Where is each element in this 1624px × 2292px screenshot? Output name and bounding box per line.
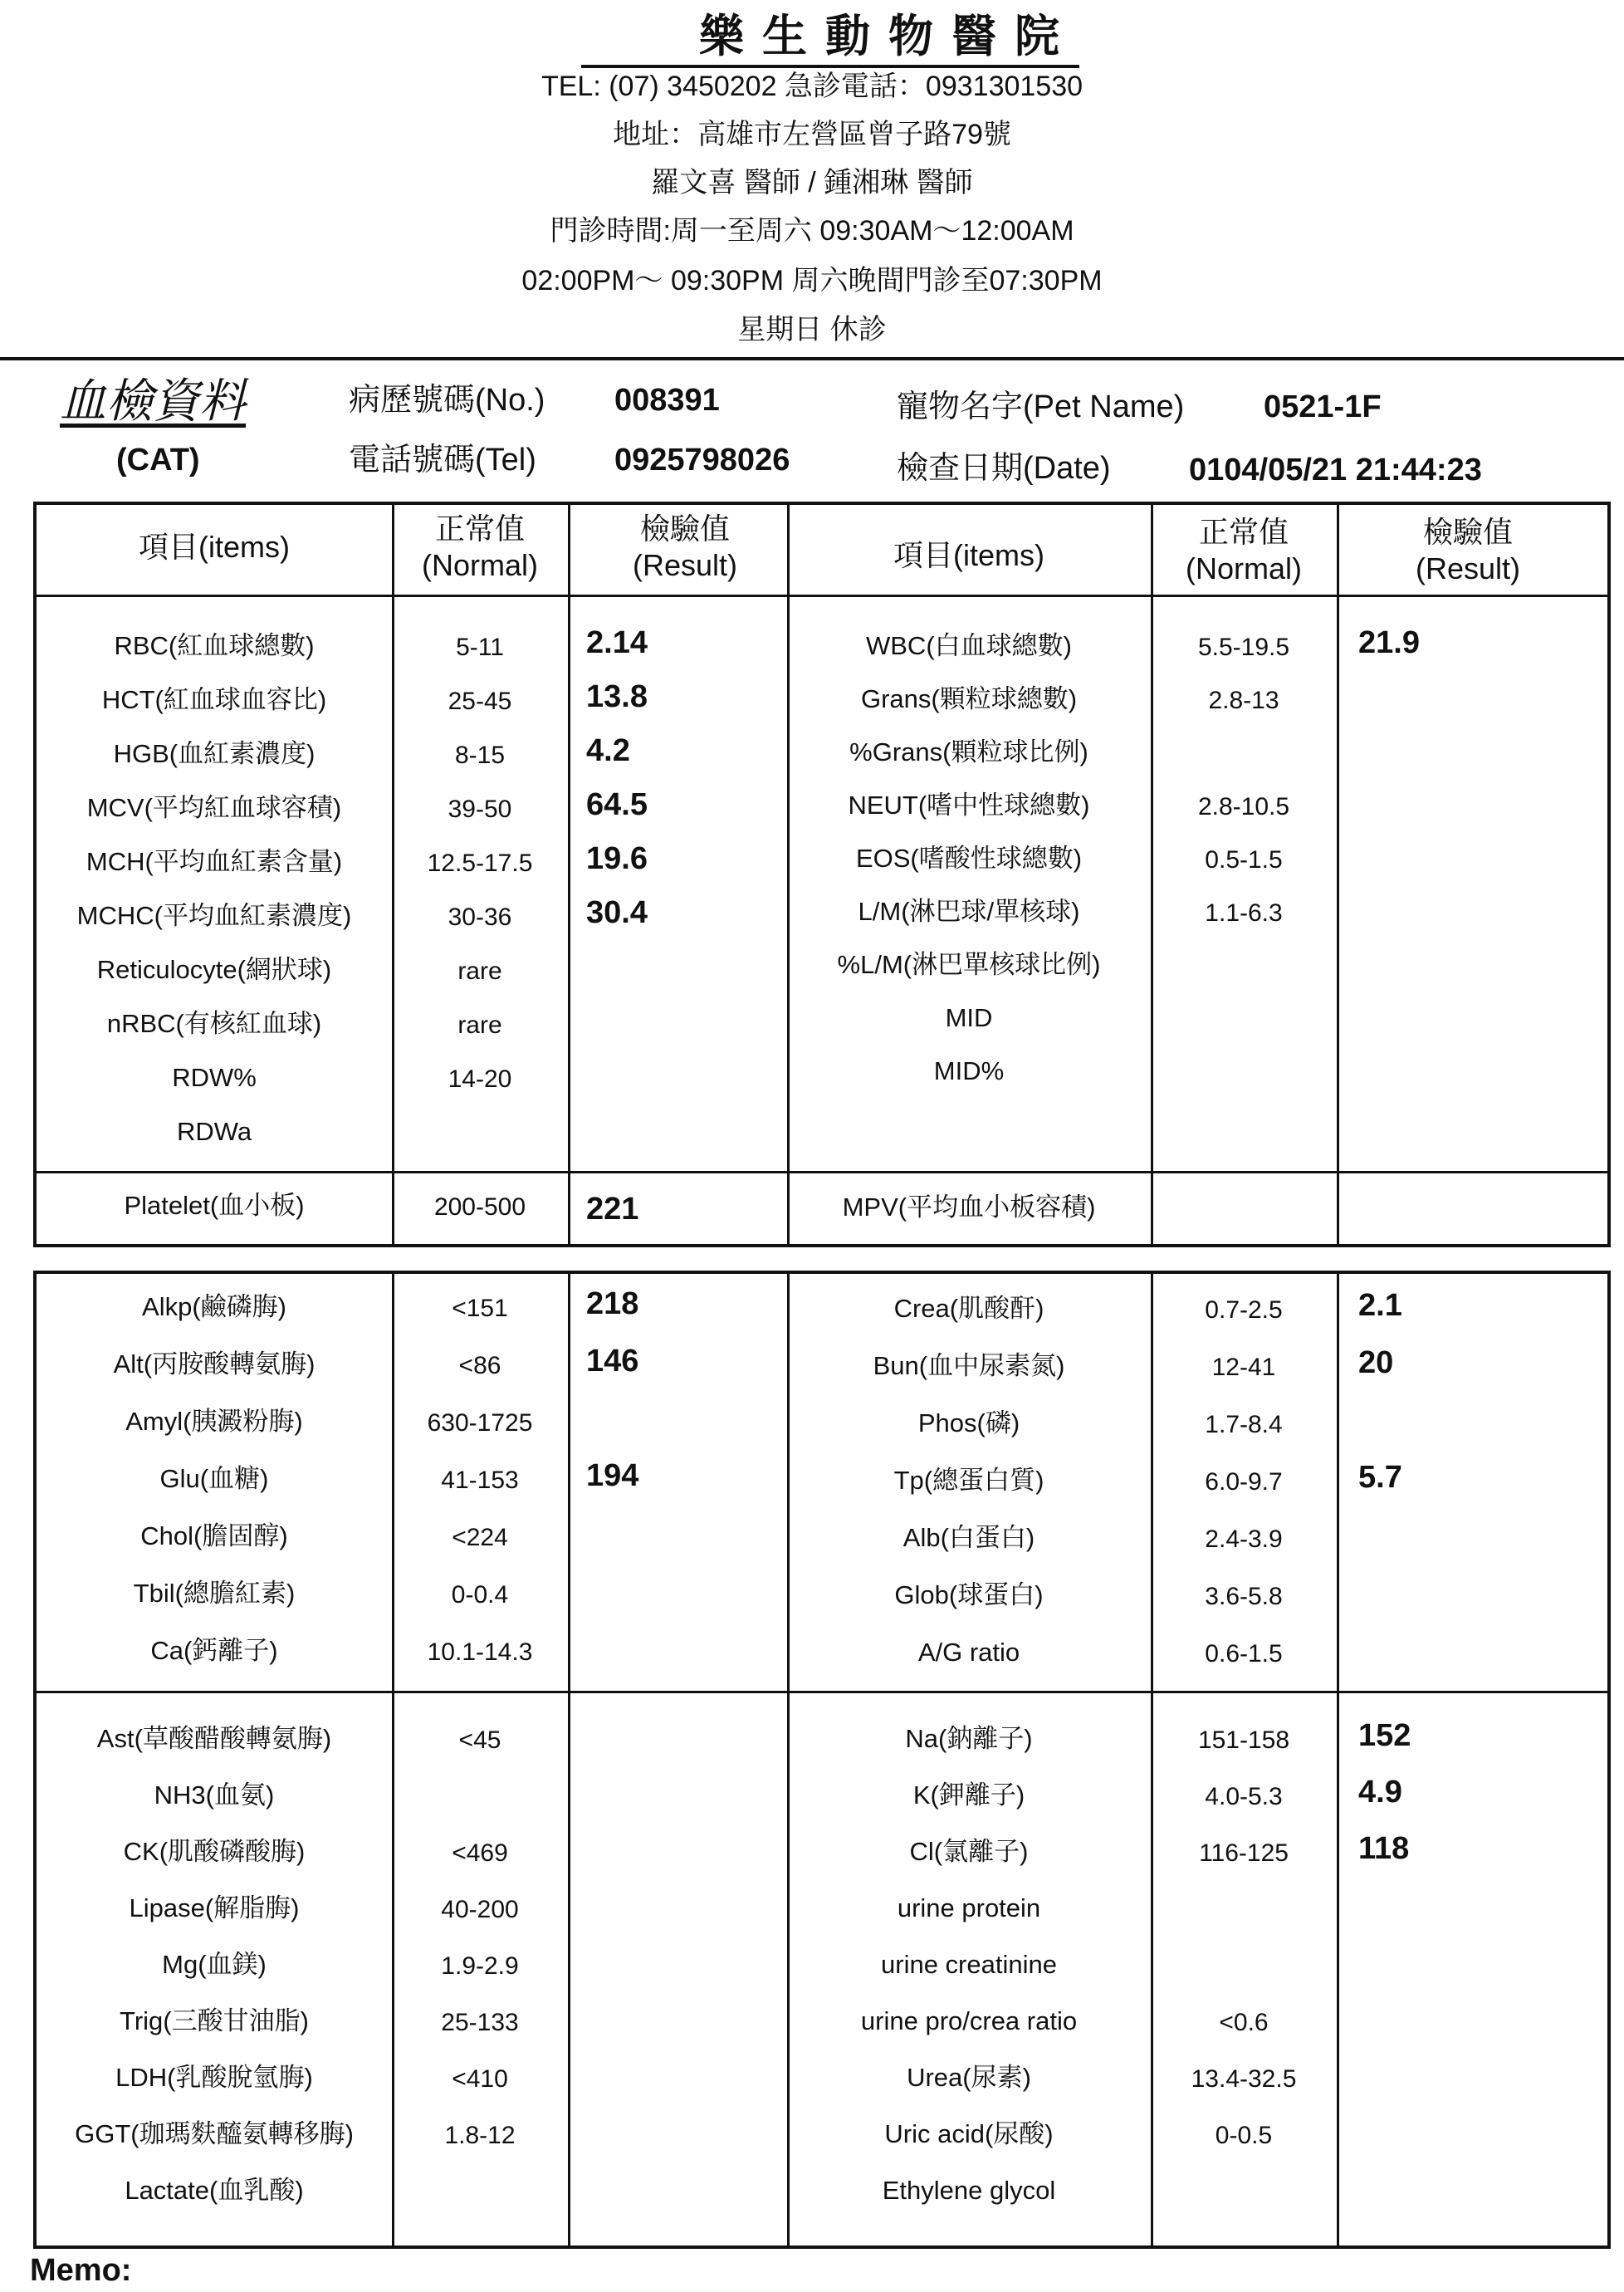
platelet-normal: 200-500 bbox=[433, 1193, 526, 1221]
test-item-name: Na(鈉離子) bbox=[905, 1724, 1033, 1753]
normal-range: 0.7-2.5 bbox=[1205, 1296, 1283, 1324]
column-header-normal-en: (Normal) bbox=[1186, 551, 1302, 585]
test-item-name: Amyl(胰澱粉脢) bbox=[125, 1407, 303, 1436]
test-item-name: GGT(珈瑪麩醯氨轉移脢) bbox=[75, 2119, 354, 2148]
clinic-address: 地址：高雄市左營區曾子路79號 bbox=[613, 119, 1011, 150]
test-item-name: WBC(白血球總數) bbox=[866, 631, 1072, 660]
column-header-normal: 正常值 bbox=[1198, 515, 1289, 549]
test-item-name: %Grans(顆粒球比例) bbox=[849, 737, 1088, 766]
pet-name-label: 寵物名字(Pet Name) bbox=[897, 389, 1185, 424]
test-item-name: urine protein bbox=[897, 1893, 1041, 1922]
result-value: 19.6 bbox=[586, 841, 648, 876]
normal-range: 25-133 bbox=[441, 2009, 519, 2036]
exam-date-label: 檢查日期(Date) bbox=[897, 451, 1111, 486]
normal-range: 12.5-17.5 bbox=[427, 850, 533, 877]
test-item-name: MID bbox=[945, 1003, 993, 1032]
test-item-name: Ethylene glycol bbox=[882, 2176, 1056, 2205]
result-value: 4.2 bbox=[586, 733, 630, 768]
normal-range: 30-36 bbox=[448, 904, 512, 931]
result-value: 194 bbox=[586, 1458, 639, 1493]
normal-range: 10.1-14.3 bbox=[427, 1638, 533, 1666]
record-number-label: 病歷號碼(No.) bbox=[349, 383, 545, 418]
test-item-name: Reticulocyte(網狀球) bbox=[96, 955, 332, 984]
platelet-item: Platelet(血小板) bbox=[124, 1191, 305, 1220]
test-item-name: urine pro/crea ratio bbox=[860, 2006, 1078, 2035]
test-item-name: A/G ratio bbox=[917, 1638, 1020, 1667]
normal-range: 5.5-19.5 bbox=[1197, 634, 1290, 661]
mpv-item: MPV(平均血小板容積) bbox=[842, 1193, 1096, 1222]
normal-range: 6.0-9.7 bbox=[1205, 1468, 1283, 1496]
test-item-name: Uric acid(尿酸) bbox=[884, 2119, 1054, 2148]
column-header-result: 檢驗值 bbox=[1422, 515, 1513, 549]
test-item-name: HCT(紅血球血容比) bbox=[101, 685, 327, 714]
normal-range: 1.9-2.9 bbox=[441, 1952, 519, 1980]
normal-range: 2.8-13 bbox=[1208, 687, 1279, 714]
test-item-name: Urea(尿素) bbox=[907, 2063, 1031, 2092]
test-item-name: MCHC(平均血紅素濃度) bbox=[76, 901, 352, 930]
test-item-name: Crea(肌酸酐) bbox=[893, 1294, 1044, 1323]
normal-range: 116-125 bbox=[1199, 1839, 1289, 1867]
normal-range: 151-158 bbox=[1197, 1726, 1290, 1754]
result-value: 21.9 bbox=[1358, 625, 1420, 660]
normal-range: 14-20 bbox=[448, 1065, 512, 1093]
test-item-name: L/M(淋巴球/單核球) bbox=[858, 897, 1080, 926]
normal-range: <469 bbox=[452, 1839, 508, 1867]
test-item-name: Mg(血鎂) bbox=[162, 1950, 267, 1979]
normal-range: 0-0.5 bbox=[1215, 2122, 1273, 2149]
result-value: 20 bbox=[1358, 1345, 1394, 1380]
column-header-result-en: (Result) bbox=[1415, 551, 1521, 585]
result-value: 118 bbox=[1358, 1831, 1410, 1866]
platelet-divider bbox=[37, 1171, 1607, 1173]
test-item-name: Bun(血中尿素氮) bbox=[873, 1351, 1065, 1380]
test-item-name: MID% bbox=[933, 1056, 1005, 1085]
test-item-name: urine creatinine bbox=[881, 1950, 1057, 1979]
normal-range: 0.6-1.5 bbox=[1205, 1640, 1283, 1668]
normal-range: 0-0.4 bbox=[451, 1581, 509, 1609]
normal-range: 25-45 bbox=[448, 688, 512, 715]
phone-label: 電話號碼(Tel) bbox=[349, 443, 536, 478]
result-value: 4.9 bbox=[1358, 1775, 1402, 1810]
normal-range: 13.4-32.5 bbox=[1191, 2065, 1297, 2093]
report-title: 血檢資料 bbox=[60, 375, 246, 429]
column-header-items: 項目(items) bbox=[893, 538, 1044, 572]
memo-label: Memo: bbox=[30, 2253, 132, 2288]
normal-range: 1.8-12 bbox=[444, 2122, 516, 2149]
test-item-name: Lipase(解脂脢) bbox=[129, 1893, 300, 1922]
clinic-doctors: 羅文喜 醫師 / 鍾湘琳 醫師 bbox=[651, 167, 973, 198]
normal-range: 2.4-3.9 bbox=[1205, 1526, 1283, 1553]
chemistry-table bbox=[33, 1271, 1611, 2249]
test-item-name: HGB(血紅素濃度) bbox=[113, 739, 316, 768]
normal-range: 1.1-6.3 bbox=[1205, 899, 1283, 927]
test-item-name: CK(肌酸磷酸脢) bbox=[123, 1837, 306, 1866]
test-item-name: Tp(總蛋白質) bbox=[893, 1466, 1044, 1495]
test-item-name: LDH(乳酸脫氫脢) bbox=[115, 2063, 313, 2092]
normal-range: 5-11 bbox=[456, 634, 504, 661]
test-item-name: Cl(氯離子) bbox=[909, 1837, 1029, 1866]
header-divider bbox=[0, 357, 1624, 360]
test-item-name: nRBC(有核紅血球) bbox=[106, 1009, 322, 1038]
test-item-name: Ca(鈣離子) bbox=[150, 1636, 278, 1665]
test-item-name: NEUT(嗜中性球總數) bbox=[848, 791, 1090, 820]
species-label: (CAT) bbox=[116, 443, 200, 478]
clinic-closed-day: 星期日 休診 bbox=[737, 314, 887, 345]
normal-range: 0.5-1.5 bbox=[1205, 846, 1283, 874]
test-item-name: Glu(血糖) bbox=[159, 1464, 269, 1493]
normal-range: <410 bbox=[452, 2065, 508, 2093]
test-item-name: RDWa bbox=[176, 1117, 252, 1146]
chemistry-section-divider bbox=[37, 1691, 1607, 1693]
result-value: 218 bbox=[586, 1286, 639, 1321]
normal-range: 8-15 bbox=[454, 742, 506, 769]
normal-range: 12-41 bbox=[1211, 1354, 1276, 1381]
normal-range: rare bbox=[457, 957, 502, 985]
test-item-name: EOS(嗜酸性球總數) bbox=[855, 844, 1083, 873]
normal-range: <151 bbox=[452, 1295, 508, 1322]
cbc-table bbox=[33, 502, 1611, 1247]
result-value: 30.4 bbox=[586, 895, 648, 930]
cbc-header-divider bbox=[37, 595, 1607, 597]
phone-value: 0925798026 bbox=[614, 443, 790, 478]
column-header-items: 項目(items) bbox=[139, 530, 290, 564]
normal-range: <0.6 bbox=[1219, 2009, 1269, 2036]
normal-range: rare bbox=[457, 1011, 502, 1039]
normal-range: 39-50 bbox=[448, 796, 512, 823]
test-item-name: RDW% bbox=[172, 1063, 257, 1092]
clinic-hours-line-2: 02:00PM～ 09:30PM 周六晚間門診至07:30PM bbox=[521, 265, 1103, 296]
normal-range: <45 bbox=[458, 1726, 501, 1754]
test-item-name: Alt(丙胺酸轉氨脢) bbox=[113, 1349, 316, 1379]
test-item-name: Grans(顆粒球總數) bbox=[860, 684, 1078, 713]
normal-range: 1.7-8.4 bbox=[1205, 1411, 1283, 1438]
column-header-result-en: (Result) bbox=[632, 548, 738, 582]
normal-range: 4.0-5.3 bbox=[1205, 1783, 1283, 1810]
normal-range: 40-200 bbox=[441, 1896, 519, 1923]
column-header-normal: 正常值 bbox=[434, 512, 525, 546]
test-item-name: RBC(紅血球總數) bbox=[114, 631, 315, 660]
clinic-hours-line-1: 門診時間:周一至周六 09:30AM～12:00AM bbox=[550, 215, 1074, 247]
clinic-phone-line: TEL: (07) 3450202 急診電話：0931301530 bbox=[541, 71, 1083, 102]
result-value: 152 bbox=[1358, 1718, 1411, 1753]
test-item-name: NH3(血氨) bbox=[154, 1780, 275, 1810]
normal-range: 3.6-5.8 bbox=[1205, 1583, 1283, 1610]
result-value: 13.8 bbox=[586, 679, 648, 714]
test-item-name: Glob(球蛋白) bbox=[894, 1580, 1044, 1609]
normal-range: 41-153 bbox=[441, 1467, 519, 1494]
pet-name-value: 0521-1F bbox=[1264, 389, 1382, 424]
test-item-name: Alb(白蛋白) bbox=[902, 1523, 1035, 1552]
result-value: 64.5 bbox=[586, 787, 648, 822]
normal-range: 630-1725 bbox=[427, 1409, 533, 1437]
column-header-normal-en: (Normal) bbox=[422, 548, 538, 582]
test-item-name: MCH(平均血紅素含量) bbox=[86, 847, 343, 876]
result-value: 5.7 bbox=[1358, 1460, 1402, 1495]
test-item-name: K(鉀離子) bbox=[912, 1780, 1025, 1810]
test-item-name: %L/M(淋巴單核球比例) bbox=[837, 950, 1101, 979]
record-number-value: 008391 bbox=[614, 383, 720, 418]
normal-range: 2.8-10.5 bbox=[1197, 793, 1290, 820]
clinic-name: 樂生動物醫院 bbox=[699, 9, 1078, 62]
test-item-name: Chol(膽固醇) bbox=[140, 1521, 288, 1550]
test-item-name: Lactate(血乳酸) bbox=[125, 2176, 304, 2205]
exam-date-value: 0104/05/21 21:44:23 bbox=[1189, 453, 1482, 487]
result-value: 146 bbox=[586, 1344, 639, 1379]
result-value: 2.1 bbox=[1358, 1288, 1402, 1323]
normal-range: <224 bbox=[452, 1524, 508, 1551]
test-item-name: Ast(草酸醋酸轉氨脢) bbox=[96, 1724, 332, 1753]
test-item-name: Alkp(鹼磷脢) bbox=[142, 1292, 286, 1321]
column-header-result: 檢驗值 bbox=[639, 512, 730, 546]
test-item-name: MCV(平均紅血球容積) bbox=[86, 793, 342, 822]
test-item-name: Tbil(總膽紅素) bbox=[133, 1579, 296, 1608]
platelet-result: 221 bbox=[586, 1192, 639, 1227]
test-item-name: Trig(三酸甘油脂) bbox=[120, 2006, 309, 2035]
normal-range: <86 bbox=[458, 1352, 501, 1379]
result-value: 2.14 bbox=[586, 625, 648, 660]
test-item-name: Phos(磷) bbox=[917, 1408, 1020, 1437]
